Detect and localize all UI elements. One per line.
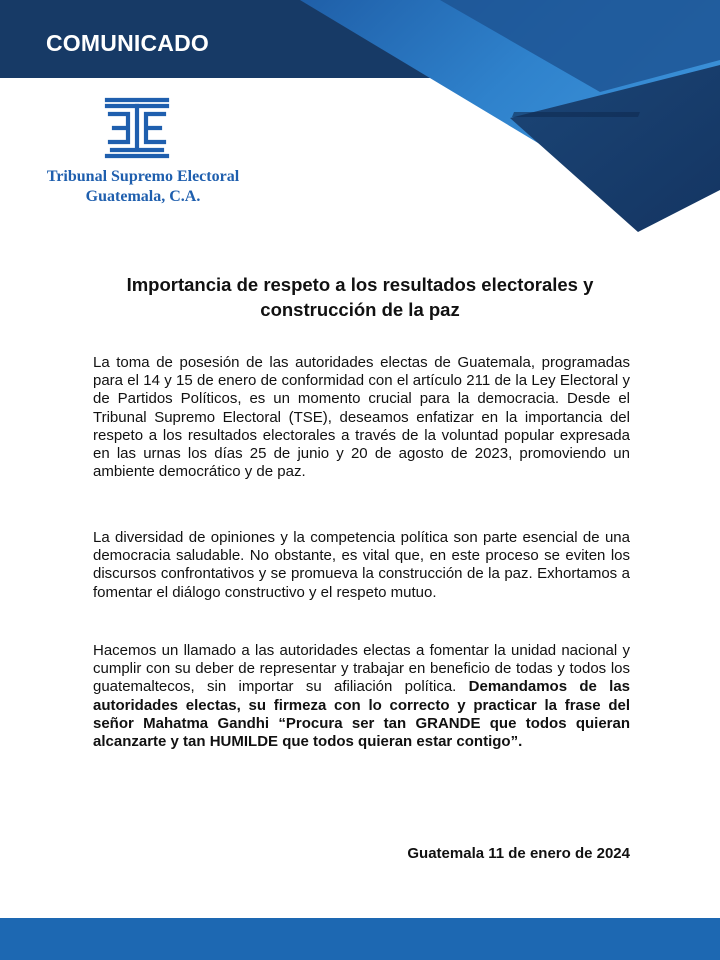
banner-thin-stripe (512, 112, 640, 117)
paragraph-3-bold: Demandamos de las autoridades electas, su firmeza con lo correcto y practicar la frase del señor Mahatma Gandhi “Procura ser tan GRANDE que todos quieran alcanzarte y tan HUMILDE que todos quieran estar contigo”. (93, 678, 631, 751)
header-title: COMUNICADO (46, 30, 209, 56)
title-line-1: Importancia de respeto a los resultados electorales y (126, 274, 594, 295)
paragraph-3 (93, 642, 630, 751)
paragraph-3-regular: Hacemos un llamado a las autoridades electas a fomentar la unidad nacional y cumplir con su deber de representar y trabajar en beneficio de todas y todos los guatemaltecos, sin importar su afiliación política. (93, 642, 630, 696)
tse-emblem-icon (104, 96, 170, 160)
date-line: Guatemala 11 de enero de 2024 (407, 845, 630, 862)
paragraph-1: La toma de posesión de las autoridades electas de Guatemala, programadas para el 14 y 15 de enero de conformidad con el artículo 211 de la Ley Electoral y de Partidos Políticos, es un momento crucial para la democracia. Desde el Tribunal Supremo Electoral (TSE), deseamos enfatizar en la importancia del respeto a los resultados electorales a través de la voluntad popular expresada en las urnas los días 25 de junio y 20 de agosto de 2023, promoviendo un ambiente democrático y de paz. (93, 354, 630, 481)
paragraph-2: La diversidad de opiniones y la competencia política son parte esencial de una democracia saludable. No obstante, es vital que, en este proceso se eviten los discursos confrontativos y se promueva la construcción de la paz. Exhortamos a fomentar el diálogo constructivo y el respeto mutuo. (93, 529, 630, 601)
document-title (60, 272, 660, 322)
logo-name-line1: Tribunal Supremo Electoral (46, 168, 240, 185)
title-line-2: construcción de la paz (260, 299, 460, 320)
tse-logo (38, 96, 248, 211)
footer-bar (0, 918, 720, 960)
logo-name-line2: Guatemala, C.A. (85, 188, 201, 205)
